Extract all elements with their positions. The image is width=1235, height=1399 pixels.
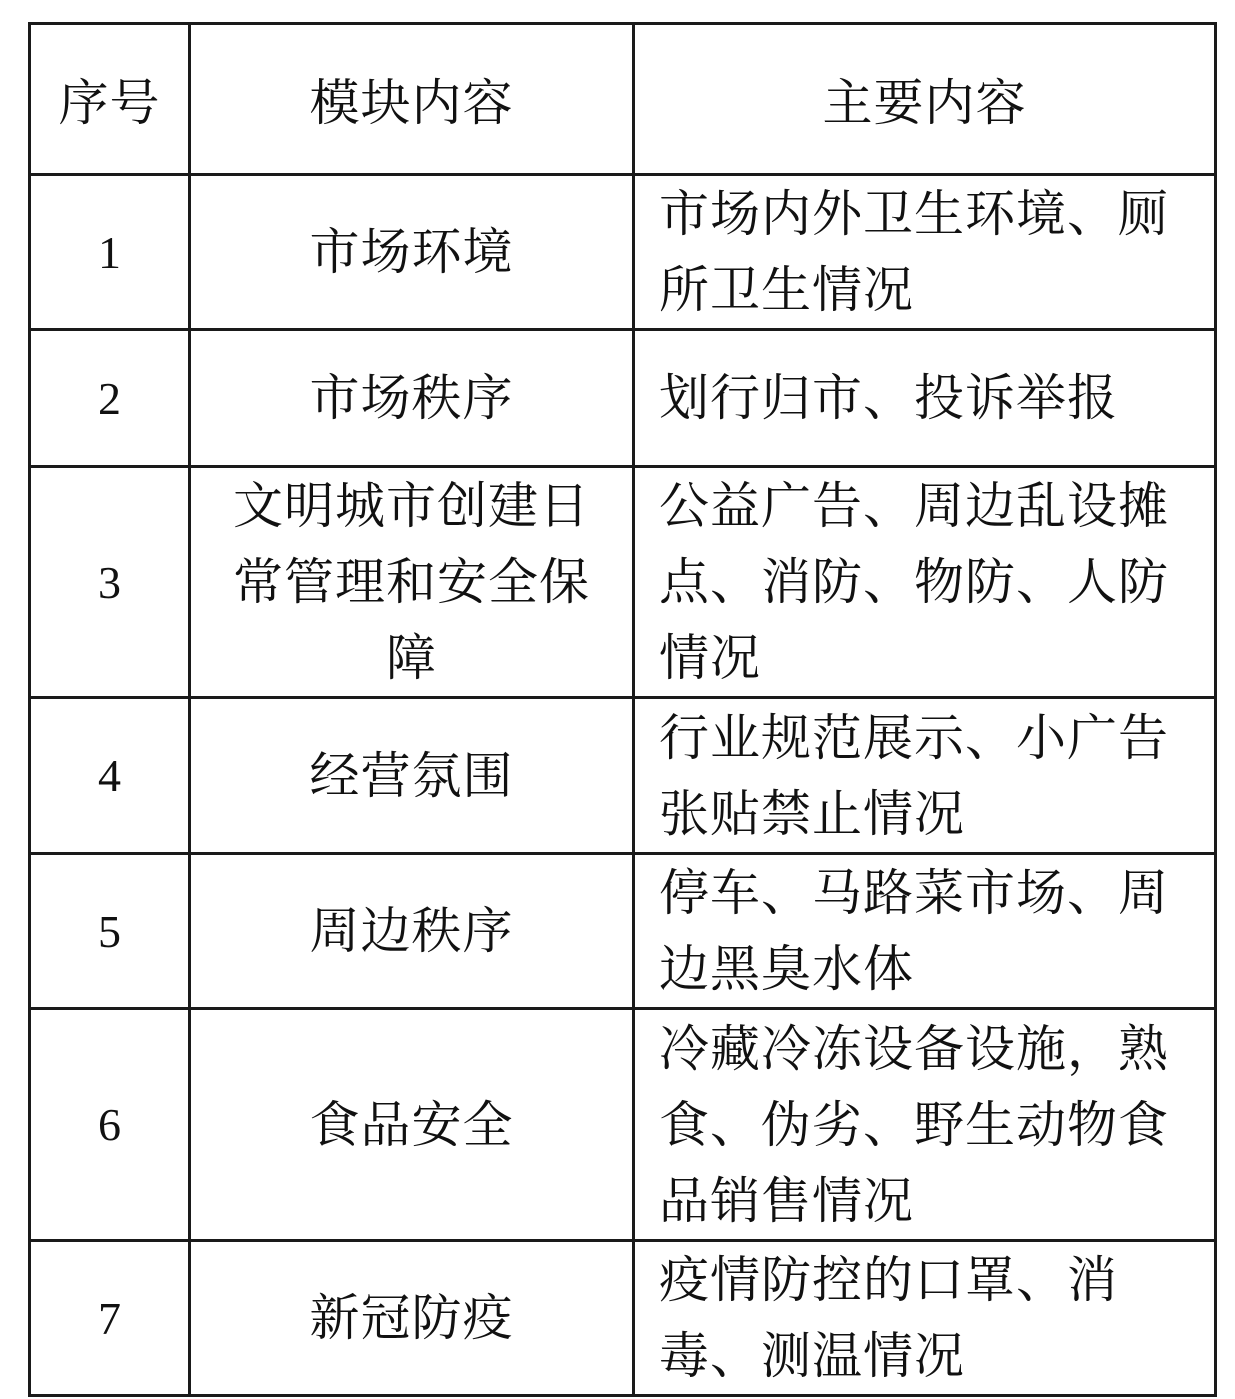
table-row	[30, 330, 1216, 467]
table-row	[30, 175, 1216, 330]
table-row	[30, 1241, 1216, 1396]
row-content: 公益广告、周边乱设摊点、消防、物防、人防情况	[634, 467, 1216, 698]
row-module: 新冠防疫	[190, 1241, 634, 1396]
row-index: 7	[30, 1241, 190, 1396]
row-content: 停车、马路菜市场、周边黑臭水体	[634, 854, 1216, 1009]
row-index: 1	[30, 175, 190, 330]
row-content: 市场内外卫生环境、厕所卫生情况	[634, 175, 1216, 330]
row-index: 5	[30, 854, 190, 1009]
row-module: 经营氛围	[190, 698, 634, 854]
table-row	[30, 854, 1216, 1009]
row-index: 4	[30, 698, 190, 854]
row-index: 3	[30, 467, 190, 698]
row-module: 市场秩序	[190, 330, 634, 467]
header-index: 序号	[30, 24, 190, 175]
row-content: 疫情防控的口罩、消毒、测温情况	[634, 1241, 1216, 1396]
table-row	[30, 1009, 1216, 1241]
row-module: 文明城市创建日常管理和安全保障	[190, 467, 634, 698]
row-content: 划行归市、投诉举报	[634, 330, 1216, 467]
row-content: 冷藏冷冻设备设施，熟食、伪劣、野生动物食品销售情况	[634, 1009, 1216, 1241]
row-content: 行业规范展示、小广告张贴禁止情况	[634, 698, 1216, 854]
row-index: 2	[30, 330, 190, 467]
header-module: 模块内容	[190, 24, 634, 175]
table-header-row	[30, 24, 1216, 175]
row-index: 6	[30, 1009, 190, 1241]
table-row	[30, 467, 1216, 698]
row-module: 周边秩序	[190, 854, 634, 1009]
row-module: 市场环境	[190, 175, 634, 330]
inspection-table-container	[28, 22, 1214, 1397]
row-module: 食品安全	[190, 1009, 634, 1241]
header-content: 主要内容	[634, 24, 1216, 175]
inspection-table	[28, 22, 1217, 1397]
table-row	[30, 698, 1216, 854]
